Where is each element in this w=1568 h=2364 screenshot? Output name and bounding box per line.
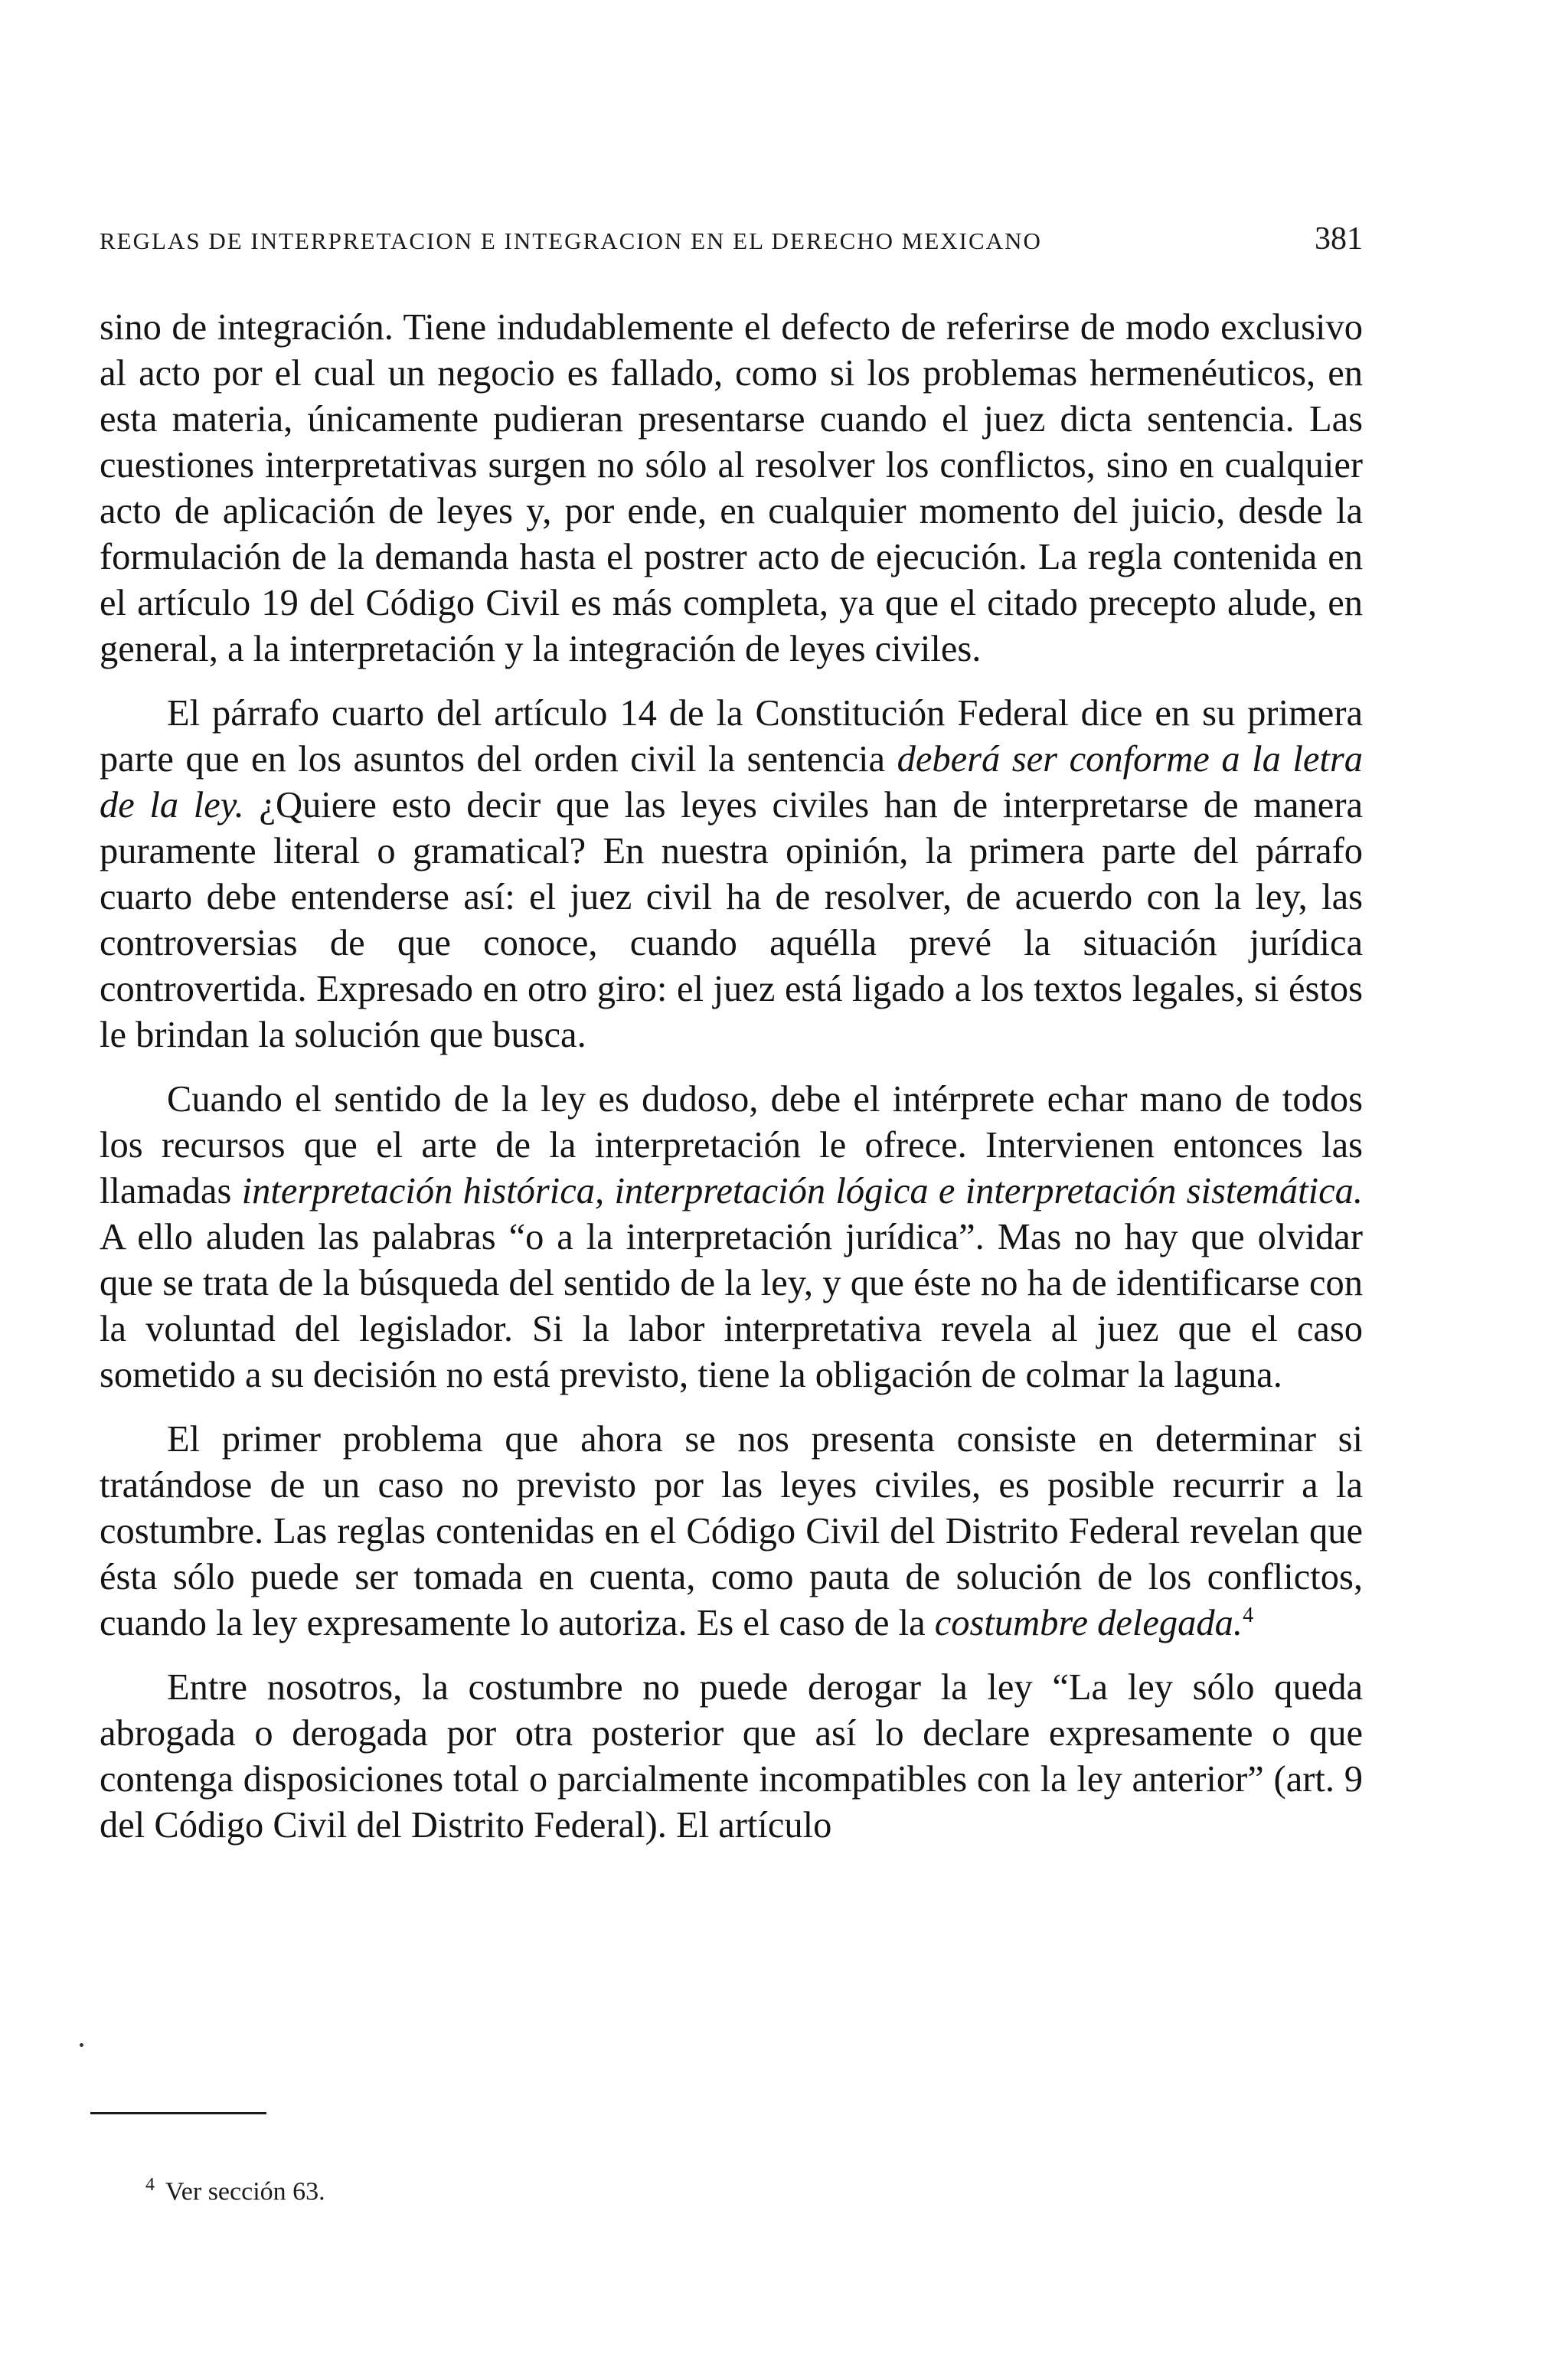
running-title: REGLAS DE INTERPRETACION E INTEGRACION EN EL DERECHO MEXICANO: [100, 227, 1042, 254]
page-number: 381: [1315, 221, 1363, 257]
margin-mark: [80, 2043, 83, 2047]
paragraph-3-text-b: A ello aluden las palabras “o a la interpretación jurídica”. Mas no hay que olvidar que se trata de la búsqueda del sentido de la ley, y que éste no ha de identificarse con la voluntad del legislador. Si la labor interpretativa revela al juez que el caso sometido a su decisión no está previsto, tiene la obligación de colmar la laguna.: [100, 1217, 1363, 1395]
paragraph-3-emphasis: interpretación histórica, interpretación lógica e interpretación sistemática.: [241, 1171, 1363, 1211]
paragraph-5: Entre nosotros, la costumbre no puede derogar la ley “La ley sólo queda abrogada o derogada por otra posterior que así lo declare expresamente o que contenga disposiciones total o parcialmente incompatibles con la ley anterior” (art. 9 del Código Civil del Distrito Federal). El artículo: [100, 1667, 1363, 1846]
footnote-mark: 4: [145, 2175, 155, 2195]
footnote: [145, 2175, 325, 2206]
paragraph-1: sino de integración. Tiene indudablemente el defecto de referirse de modo exclusivo al acto por el cual un negocio es fallado, como si los problemas hermenéuticos, en esta materia, únicamente pudieran presentarse cuando el juez dicta sentencia. Las cuestiones interpretativas surgen no sólo al resolver los conflictos, sino en cualquier acto de aplicación de leyes y, por ende, en cualquier momento del juicio, desde la formulación de la demanda hasta el postrer acto de ejecución. La regla contenida en el artículo 19 del Código Civil es más completa, ya que el citado precepto alude, en general, a la interpretación y la integración de leyes civiles.: [100, 307, 1363, 669]
footnote-text: Ver sección 63.: [165, 2177, 325, 2206]
running-head: [100, 221, 1363, 257]
footnote-divider: [90, 2112, 266, 2114]
paragraph-3-text-a: Cuando el sentido de la ley es dudoso, debe el intérprete echar mano de todos los recursos que el arte de la interpretación le ofrece. Intervienen entonces las llamadas: [100, 1079, 1363, 1211]
paragraph-2-text-a: El párrafo cuarto del artículo 14 de la Constitución Federal dice en su primera parte que en los asuntos del orden civil la sentencia: [100, 693, 1363, 780]
paragraph-4-emphasis: costumbre delegada.: [934, 1603, 1243, 1643]
footnote-reference[interactable]: 4: [1243, 1603, 1254, 1627]
page: [100, 221, 1363, 1867]
paragraph-3: [100, 1077, 1363, 1398]
body-text: [100, 305, 1363, 1849]
paragraph-2-text-b: ¿Quiere esto decir que las leyes civiles han de interpretarse de manera puramente literal o gramatical? En nuestra opinión, la primera parte del párrafo cuarto debe entenderse así: el juez civil ha de resolver, de acuerdo con la ley, las controversias de que conoce, cuando aquélla prevé la situación jurídica controvertida. Expresado en otro giro: el juez está ligado a los textos legales, si éstos le brindan la solución que busca.: [100, 785, 1363, 1055]
paragraph-2: [100, 691, 1363, 1058]
paragraph-4-text: El primer problema que ahora se nos presenta consiste en determinar si tratándose de un caso no previsto por las leyes civiles, es posible recurrir a la costumbre. Las reglas contenidas en el Código Civil del Distrito Federal revelan que ésta sólo puede ser tomada en cuenta, como pauta de solución de los conflictos, cuando la ley expresamente lo autoriza. Es el caso de la: [100, 1419, 1363, 1643]
paragraph-4: [100, 1417, 1363, 1646]
paragraph-2-emphasis: deberá ser conforme a la letra de la ley.: [100, 739, 1363, 826]
